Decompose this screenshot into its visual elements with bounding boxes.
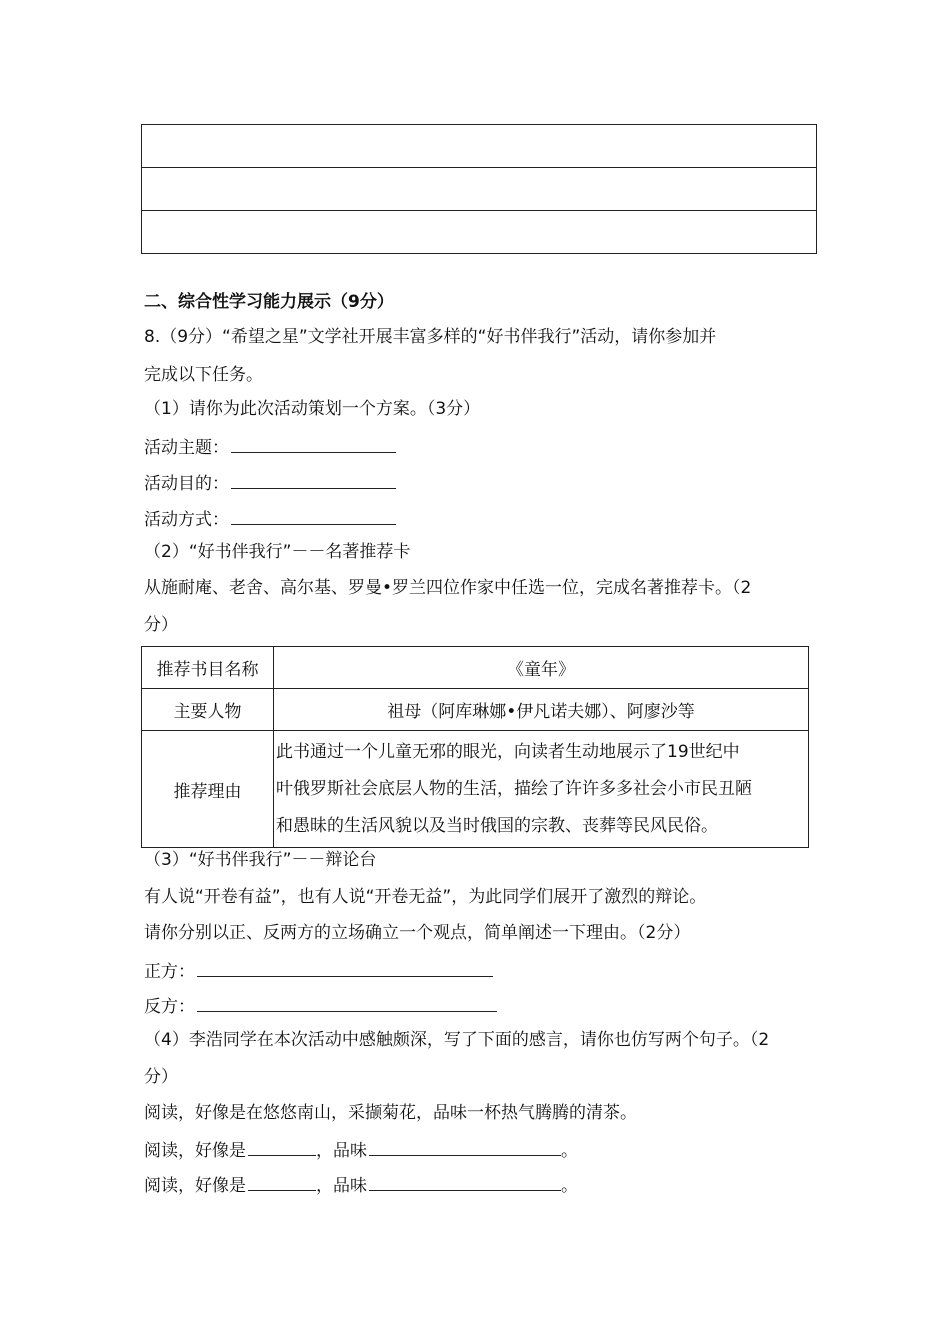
imitation-end: 。: [561, 1141, 578, 1161]
pro-side-label: 正方：: [144, 962, 195, 982]
pro-side-row: [144, 960, 493, 982]
pro-side-blank[interactable]: [197, 960, 493, 977]
imitation-sentence-2: [144, 1174, 578, 1196]
imitation-blank-1a[interactable]: [248, 1139, 316, 1156]
reason-value: [274, 731, 809, 848]
reason-label: 推荐理由: [142, 731, 274, 848]
book-row: [142, 647, 809, 689]
reason-line: 此书通过一个儿童无邪的眼光，向读者生动地展示了19世纪中: [276, 741, 740, 762]
imitation-sentence-1: [144, 1139, 578, 1161]
imitation-example: 阅读，好像是在悠悠南山，采撷菊花，品味一杯热气腾腾的清茶。: [144, 1103, 637, 1123]
imitation-end: 。: [561, 1176, 578, 1196]
main-characters-value: 祖母（阿库琳娜•伊凡诺夫娜）、阿廖沙等: [274, 689, 809, 731]
reason-line: 叶俄罗斯社会底层人物的生活，描绘了许许多多社会小市民丑陋: [276, 778, 752, 799]
imitation-mid: ，品味: [316, 1141, 367, 1161]
q8-part1-title: （1）请你为此次活动策划一个方案。（3分）: [144, 399, 481, 419]
q8-part2-instr-line1: 从施耐庵、老舍、高尔基、罗曼•罗兰四位作家中任选一位，完成名著推荐卡。（2: [144, 578, 752, 598]
section-title: 二、综合性学习能力展示（9分）: [144, 292, 394, 312]
answer-grid-row[interactable]: [142, 211, 816, 253]
activity-method-blank[interactable]: [231, 508, 396, 525]
answer-grid-row[interactable]: [142, 168, 816, 211]
imitation-blank-2a[interactable]: [248, 1174, 316, 1191]
activity-method-row: [144, 508, 396, 530]
q8-part2-instr-line2: 分）: [144, 615, 178, 635]
book-recommend-table: [141, 646, 809, 848]
q8-part3-line1: 有人说“开卷有益”，也有人说“开卷无益”，为此同学们展开了激烈的辩论。: [144, 887, 707, 907]
reason-line: 和愚昧的生活风貌以及当时俄国的宗教、丧葬等民风民俗。: [276, 815, 718, 836]
reason-row: [142, 731, 809, 848]
imitation-blank-2b[interactable]: [369, 1174, 561, 1191]
q8-part4-title-line2: 分）: [144, 1067, 178, 1087]
book-name-label: 推荐书目名称: [142, 647, 274, 689]
q8-part3-title: （3）“好书伴我行”－－辩论台: [144, 850, 377, 870]
q8-part3-line2: 请你分别以正、反两方的立场确立一个观点，简单阐述一下理由。（2分）: [144, 923, 691, 943]
activity-purpose-blank[interactable]: [231, 472, 396, 489]
q8-part4-title-line1: （4）李浩同学在本次活动中感触颇深，写了下面的感言，请你也仿写两个句子。（2: [144, 1030, 770, 1050]
q8-part2-title: （2）“好书伴我行”－－名著推荐卡: [144, 542, 411, 562]
activity-method-label: 活动方式：: [144, 510, 229, 530]
activity-theme-blank[interactable]: [231, 436, 396, 453]
answer-grid-table: [141, 124, 817, 254]
activity-theme-row: [144, 436, 396, 458]
con-side-row: [144, 995, 497, 1017]
answer-grid-row[interactable]: [142, 125, 816, 168]
q8-intro-line2: 完成以下任务。: [144, 365, 263, 385]
imitation-blank-1b[interactable]: [369, 1139, 561, 1156]
con-side-blank[interactable]: [197, 995, 497, 1012]
book-name-value: 《童年》: [274, 647, 809, 689]
con-side-label: 反方：: [144, 997, 195, 1017]
main-characters-label: 主要人物: [142, 689, 274, 731]
characters-row: [142, 689, 809, 731]
imitation-prefix: 阅读，好像是: [144, 1141, 246, 1161]
imitation-mid: ，品味: [316, 1176, 367, 1196]
activity-purpose-label: 活动目的：: [144, 474, 229, 494]
activity-purpose-row: [144, 472, 396, 494]
activity-theme-label: 活动主题：: [144, 438, 229, 458]
imitation-prefix: 阅读，好像是: [144, 1176, 246, 1196]
q8-intro-line1: 8.（9分）“希望之星”文学社开展丰富多样的“好书伴我行”活动，请你参加并: [144, 327, 717, 347]
